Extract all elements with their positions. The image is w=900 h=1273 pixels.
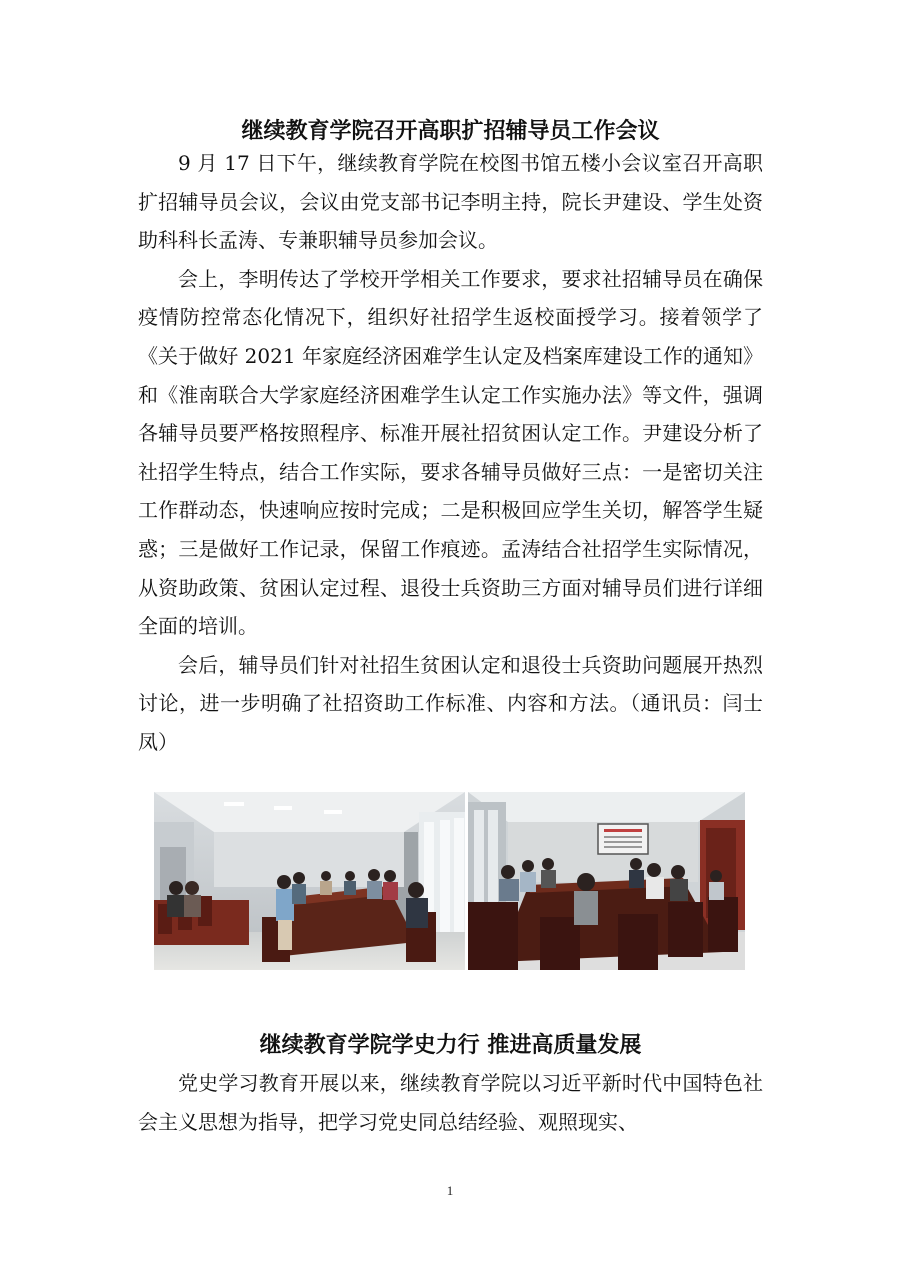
meeting-photo-right bbox=[468, 792, 745, 970]
article-2-paragraph-1: 党史学习教育开展以来，继续教育学院以习近平新时代中国特色社会主义思想为指导，把学习党史同总结经验、观照现实、 bbox=[138, 1071, 763, 1134]
article-1-paragraph-3: 会后，辅导员们针对社招生贫困认定和退役士兵资助问题展开热烈讨论，进一步明确了社招资助工作标准、内容和方法。（通讯员：闫士凤） bbox=[138, 652, 763, 754]
article-1-paragraph-2: 会上，李明传达了学校开学相关工作要求，要求社招辅导员在确保疫情防控常态化情况下，组织好社招学生返校面授学习。接着领学了《关于做好 2021 年家庭经济困难学生认定及档案库建设工作的通知》和《淮南联合大学家庭经济困难学生认定工作实施办法》等文件，强调各辅导员要严格按照程序、标准开展社招贫困认定工作。尹建设分析了社招学生特点，结合工作实际，要求各辅导员做好三点：一是密切关注工作群动态，快速响应按时完成；二是积极回应学生关切，解答学生疑惑；三是做好工作记录，保留工作痕迹。孟涛结合社招学生实际情况，从资助政策、贫困认定过程、退役士兵资助三方面对辅导员们进行详细全面的培训。 bbox=[138, 266, 763, 639]
article-2-title: 继续教育学院学史力行 推进高质量发展 bbox=[259, 1033, 642, 1058]
page-number: 1 bbox=[446, 1183, 454, 1198]
article-1-paragraph-1: 9 月 17 日下午，继续教育学院在校图书馆五楼小会议室召开高职扩招辅导员会议，会议由党支部书记李明主持，院长尹建设、学生处资助科科长孟涛、专兼职辅导员参加会议。 bbox=[138, 151, 763, 253]
meeting-photo-left bbox=[154, 792, 465, 970]
article-1-body bbox=[138, 144, 763, 762]
article-2-body bbox=[138, 1064, 763, 1141]
meeting-photos bbox=[154, 792, 745, 970]
article-1-title: 继续教育学院召开高职扩招辅导员工作会议 bbox=[241, 119, 660, 144]
